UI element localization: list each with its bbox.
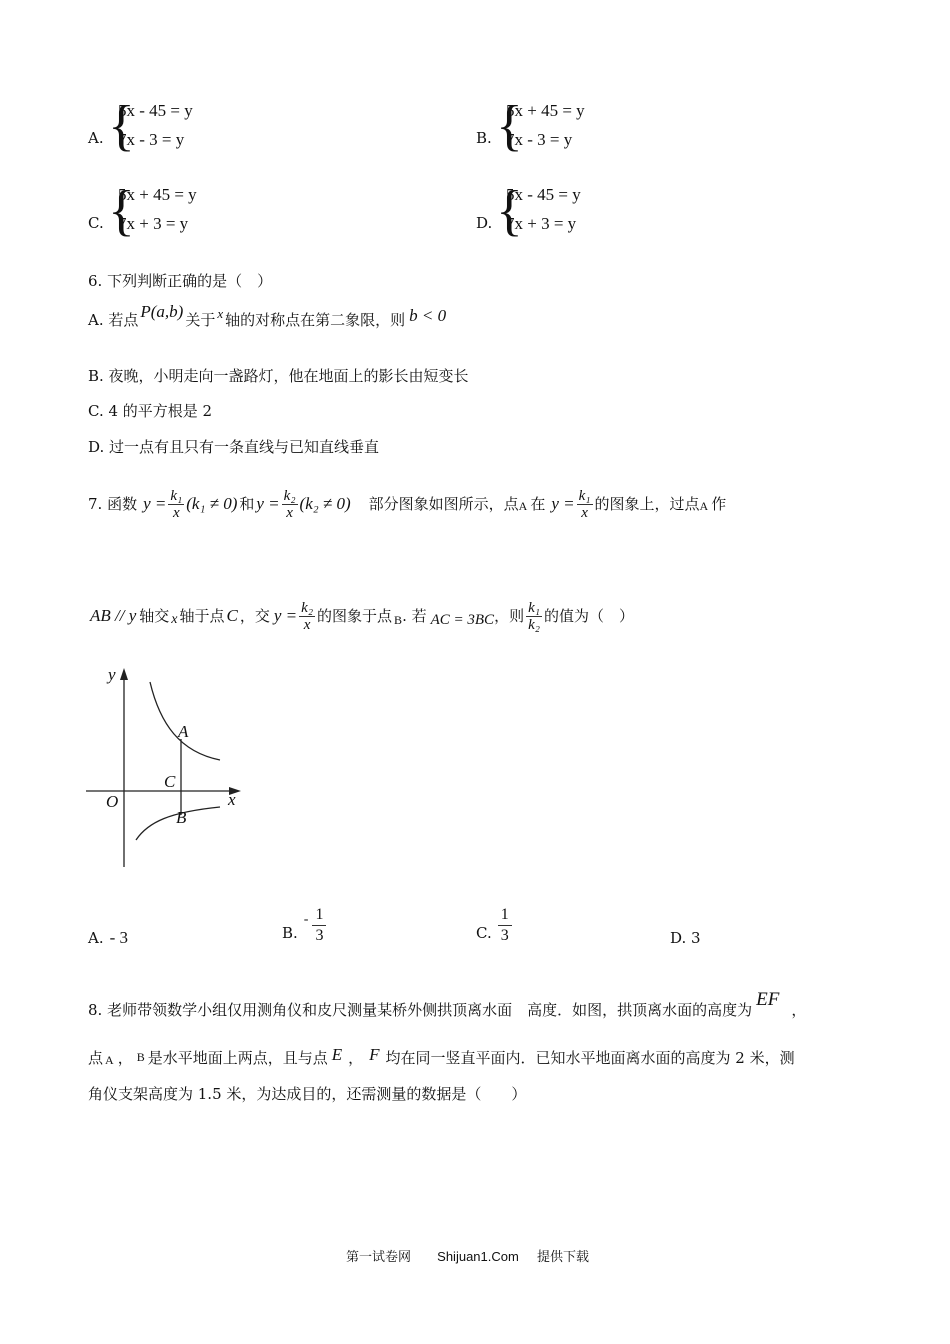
denominator: x (172, 504, 180, 521)
question-text: 轴于点 (179, 607, 225, 625)
q7-stem-line1 (88, 472, 726, 536)
function-lhs: y = (273, 606, 298, 625)
function-condition: (k₂ ≠ 0) (299, 494, 351, 513)
option-label: B. (282, 924, 298, 942)
equation-2: 7x - 3 = y (506, 130, 573, 149)
question-text: ， (117, 1049, 133, 1067)
point-b: B (136, 1050, 145, 1064)
equation-2: 7x - 3 = y (118, 130, 185, 149)
point-e: E (331, 1045, 343, 1064)
point-b: B (394, 613, 403, 627)
footer-download: 提供下载 (536, 1250, 589, 1265)
label-a: A (178, 722, 189, 741)
question-text: . 若 (402, 607, 427, 625)
point-a: A (105, 1053, 114, 1067)
question-text: 的值为（ ） (543, 607, 634, 625)
condition: AC = 3BC (430, 612, 495, 628)
function-lhs: y = (143, 494, 167, 513)
point-p: P(a,b) (140, 302, 184, 321)
y-axis-arrow-icon (120, 668, 128, 680)
q7-option-d: D. 3 (670, 929, 701, 947)
option-value: - 3 (109, 928, 129, 947)
equation-1: 5x + 45 = y (118, 185, 197, 204)
segment-ef: EF (756, 989, 780, 1010)
q7-option-a (88, 928, 128, 948)
equation-2: 7x + 3 = y (118, 214, 189, 233)
option-fraction (312, 905, 326, 946)
q7-option-c (476, 902, 512, 946)
option-text: A. 若点 (88, 311, 139, 329)
label-b: B (176, 808, 187, 827)
option-text: 轴的对称点在第二象限，则 (225, 311, 406, 329)
question-text: ， (791, 1001, 807, 1019)
label-y: y (108, 665, 116, 684)
function-lhs: y = (551, 494, 575, 513)
question-text: 点 (88, 1049, 104, 1067)
question-text: 和 (239, 495, 255, 513)
point-c: C (226, 606, 238, 625)
curve-k1 (150, 682, 220, 760)
q7-option-b (282, 902, 326, 946)
ratio-fraction (526, 600, 542, 633)
denominator: 3 (312, 925, 326, 946)
numerator: k₁ (528, 599, 540, 616)
equation-1: 5x - 45 = y (118, 101, 193, 120)
denominator: x (581, 504, 588, 521)
point-a: A (699, 499, 709, 513)
denominator: x (286, 504, 293, 521)
label-x: x (228, 790, 236, 809)
option-label: B. (476, 129, 492, 147)
q6-stem: 6. 下列判断正确的是（ ） (88, 272, 273, 290)
question-text: 是水平地面上两点，且与点 (147, 1049, 328, 1067)
label-o: O (106, 792, 119, 811)
option-text: 关于 (185, 311, 216, 329)
question-text: 的图象上，过点 (594, 495, 700, 513)
q7-graph (80, 662, 250, 872)
option-label: D. (476, 214, 493, 232)
numerator: k₂ (301, 599, 314, 616)
question-text: ，交 (239, 607, 270, 625)
label-c: C (164, 772, 176, 791)
function-fraction (299, 600, 315, 633)
q8-line3: 角仪支架高度为 1.5 米，为达成目的，还需测量的数据是（ ） (88, 1085, 527, 1103)
brace: { (496, 180, 523, 242)
numerator: k₁ (578, 487, 591, 504)
axis-x: x (171, 612, 178, 627)
option-label: C. (88, 214, 104, 232)
point-f: F (369, 1045, 380, 1064)
numerator: k₂ (283, 487, 296, 504)
denominator: k₂ (528, 616, 540, 633)
negative-sign: - (303, 912, 309, 927)
q8-line1 (88, 990, 806, 1030)
question-text: 8. 老师带领数学小组仅用测角仪和皮尺测量某桥外侧拱顶离水面 高度．如图，拱顶离水面的高度为 (88, 1001, 753, 1019)
point-a: A (518, 499, 528, 513)
question-text: 作 (711, 495, 727, 513)
q8-line2 (88, 1046, 795, 1070)
function-fraction (168, 488, 184, 521)
q6-option-b: B. 夜晚，小明走向一盏路灯，他在地面上的影长由短变长 (88, 367, 469, 385)
footer-domain: Shijuan1.Com (437, 1249, 519, 1264)
denominator: 3 (498, 925, 512, 946)
function-condition: (k₁ ≠ 0) (186, 494, 238, 513)
line-ab: AB // y (90, 606, 137, 625)
question-text: 均在同一竖直平面内．已知水平地面离水面的高度为 2 米，测 (385, 1049, 795, 1067)
q7-stem-line2 (90, 584, 634, 648)
denominator: x (303, 616, 311, 633)
numerator: k₁ (170, 487, 183, 504)
footer-site: 第一试卷网 (346, 1250, 412, 1265)
footer (346, 1246, 589, 1265)
question-text: 在 (530, 495, 546, 513)
option-label: C. (476, 924, 492, 942)
question-text: ，则 (494, 607, 525, 625)
question-text: ， (348, 1049, 364, 1067)
option-fraction (498, 905, 512, 946)
equation-1: 5x - 45 = y (506, 185, 581, 204)
question-text: 的图象于点 (317, 607, 393, 625)
condition: b < 0 (409, 306, 447, 325)
question-text: 7. 函数 (88, 495, 138, 513)
function-fraction (282, 488, 298, 521)
option-label: A. (88, 129, 104, 147)
option-label: A. (88, 929, 104, 947)
equation-1: 5x + 45 = y (506, 101, 585, 120)
brace: { (108, 180, 135, 242)
q6-option-c: C. 4 的平方根是 2 (88, 402, 213, 420)
numerator: 1 (315, 906, 324, 923)
function-fraction (577, 488, 593, 521)
function-lhs: y = (256, 494, 280, 513)
brace: { (496, 95, 523, 157)
question-text: 轴交 (139, 607, 170, 625)
q6-option-d: D. 过一点有且只有一条直线与已知直线垂直 (88, 438, 380, 456)
axis-x: x (217, 306, 224, 321)
brace: { (108, 95, 135, 157)
question-text: 部分图象如图所示，点 (368, 495, 519, 513)
q6-option-a (88, 302, 447, 330)
equation-2: 7x + 3 = y (506, 214, 577, 233)
numerator: 1 (500, 906, 509, 923)
